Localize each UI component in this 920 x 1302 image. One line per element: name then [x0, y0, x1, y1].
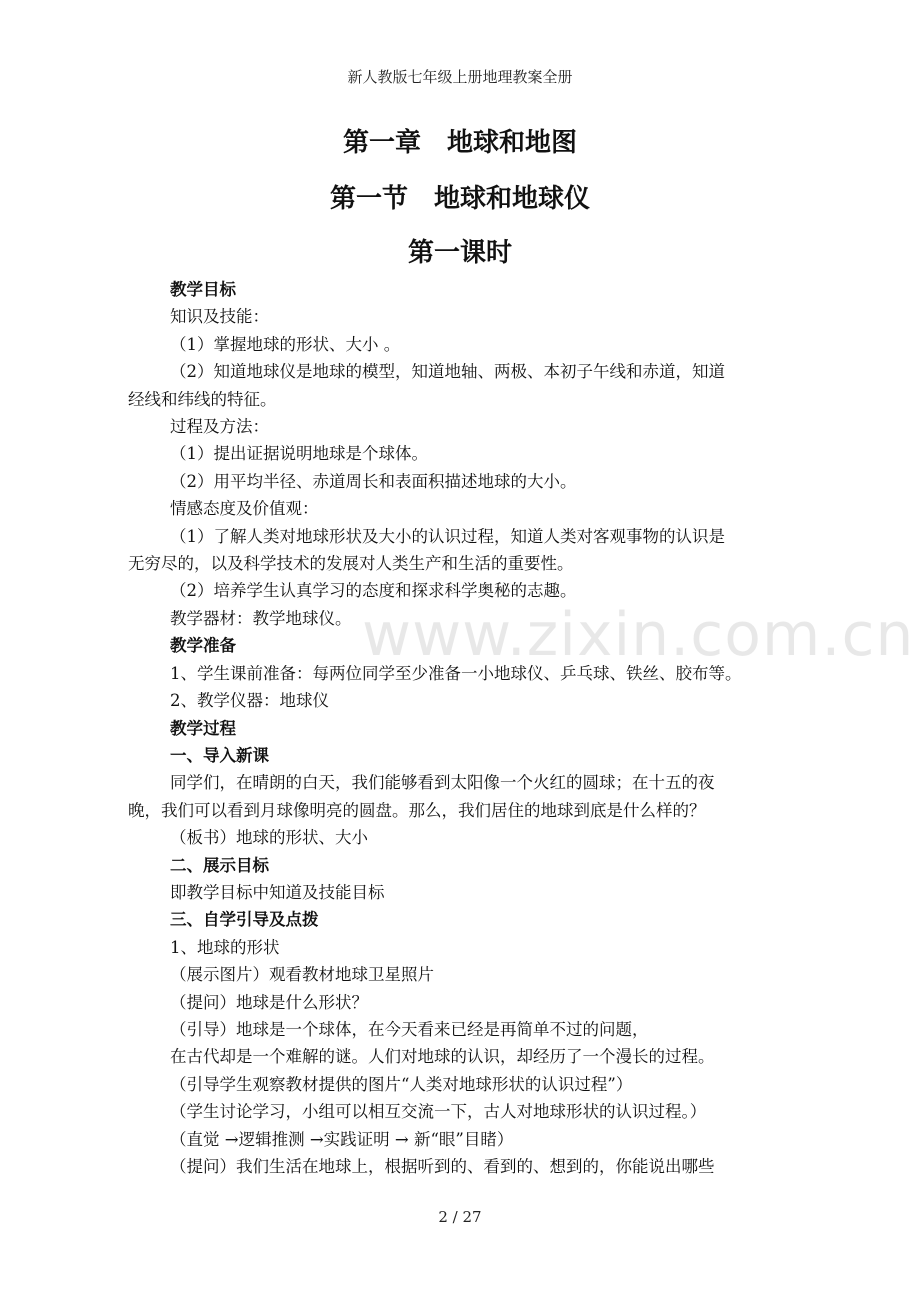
emotion-label: 情感态度及价值观： — [170, 499, 319, 519]
emotion-item-2: （2）培养学生认真学习的态度和探求科学奥秘的志趣。 — [170, 581, 577, 601]
step3-text-b: （展示图片）观看教材地球卫星照片 — [170, 965, 434, 985]
document-body — [128, 276, 792, 1180]
process-label: 过程及方法： — [170, 417, 269, 437]
lesson-title: 第一课时 — [407, 238, 512, 268]
knowledge-label: 知识及技能： — [170, 307, 269, 327]
step2-text-a: 即教学目标中知道及技能目标 — [170, 882, 385, 902]
emotion-item-1a: （1）了解人类对地球形状及大小的认识过程，知道人类对客观事物的认识是 — [170, 526, 725, 546]
step3-text-h: （直觉 →逻辑推测 →实践证明 → 新“眼”目睹） — [170, 1129, 514, 1149]
knowledge-item-2a: （2）知道地球仪是地球的模型，知道地轴、两极、本初子午线和赤道，知道 — [170, 362, 725, 382]
knowledge-item-2b: 经线和纬线的特征。 — [128, 389, 277, 409]
step3-heading: 三、自学引导及点拨 — [170, 910, 319, 930]
section-title: 第一节 地球和地球仪 — [329, 184, 590, 214]
step1-text-b: 晚，我们可以看到月球像明亮的圆盘。那么，我们居住的地球到底是什么样的？ — [128, 800, 706, 820]
process-heading: 教学过程 — [170, 718, 236, 738]
step3-text-i: （提问）我们生活在地球上，根据听到的、看到的、想到的，你能说出哪些 — [170, 1157, 715, 1176]
prep-item-2: 2、教学仪器：地球仪 — [170, 691, 329, 711]
step3-text-g: （学生讨论学习，小组可以相互交流一下，古人对地球形状的认识过程。） — [170, 1102, 707, 1122]
step3-text-a: 1、地球的形状 — [170, 937, 280, 957]
step3-text-c: （提问）地球是什么形状？ — [170, 992, 368, 1012]
step3-text-f: （引导学生观察教材提供的图片“人类对地球形状的认识过程”） — [170, 1074, 633, 1094]
process-item-1: （1）提出证据说明地球是个球体。 — [170, 444, 428, 464]
goal-heading: 教学目标 — [170, 280, 236, 299]
page-number: 2 / 27 — [438, 1208, 482, 1226]
prep-item-1: 1、学生课前准备：每两位同学至少准备一小地球仪、乒乓球、铁丝、胶布等。 — [170, 663, 742, 683]
page-header: 新人教版七年级上册地理教案全册 — [347, 68, 573, 86]
step1-text-a: 同学们，在晴朗的白天，我们能够看到太阳像一个火红的圆球；在十五的夜 — [170, 773, 715, 793]
process-item-2: （2）用平均半径、赤道周长和表面积描述地球的大小。 — [170, 471, 577, 491]
knowledge-item-1: （1）掌握地球的形状、大小 。 — [170, 334, 401, 354]
step3-text-e: 在古代却是一个难解的谜。人们对地球的认识，却经历了一个漫长的过程。 — [170, 1047, 715, 1067]
emotion-item-1b: 无穷尽的，以及科学技术的发展对人类生产和生活的重要性。 — [128, 554, 574, 574]
equipment-line: 教学器材：教学地球仪。 — [170, 608, 352, 628]
watermark: www.zixin.com.cn — [362, 600, 915, 670]
prep-heading: 教学准备 — [170, 636, 236, 656]
step3-text-d: （引导）地球是一个球体，在今天看来已经是再简单不过的问题， — [170, 1019, 649, 1039]
chapter-title: 第一章 地球和地图 — [342, 128, 577, 158]
step1-text-c: （板书）地球的形状、大小 — [170, 828, 368, 848]
step2-heading: 二、展示目标 — [170, 855, 269, 875]
step1-heading: 一、导入新课 — [170, 745, 269, 765]
